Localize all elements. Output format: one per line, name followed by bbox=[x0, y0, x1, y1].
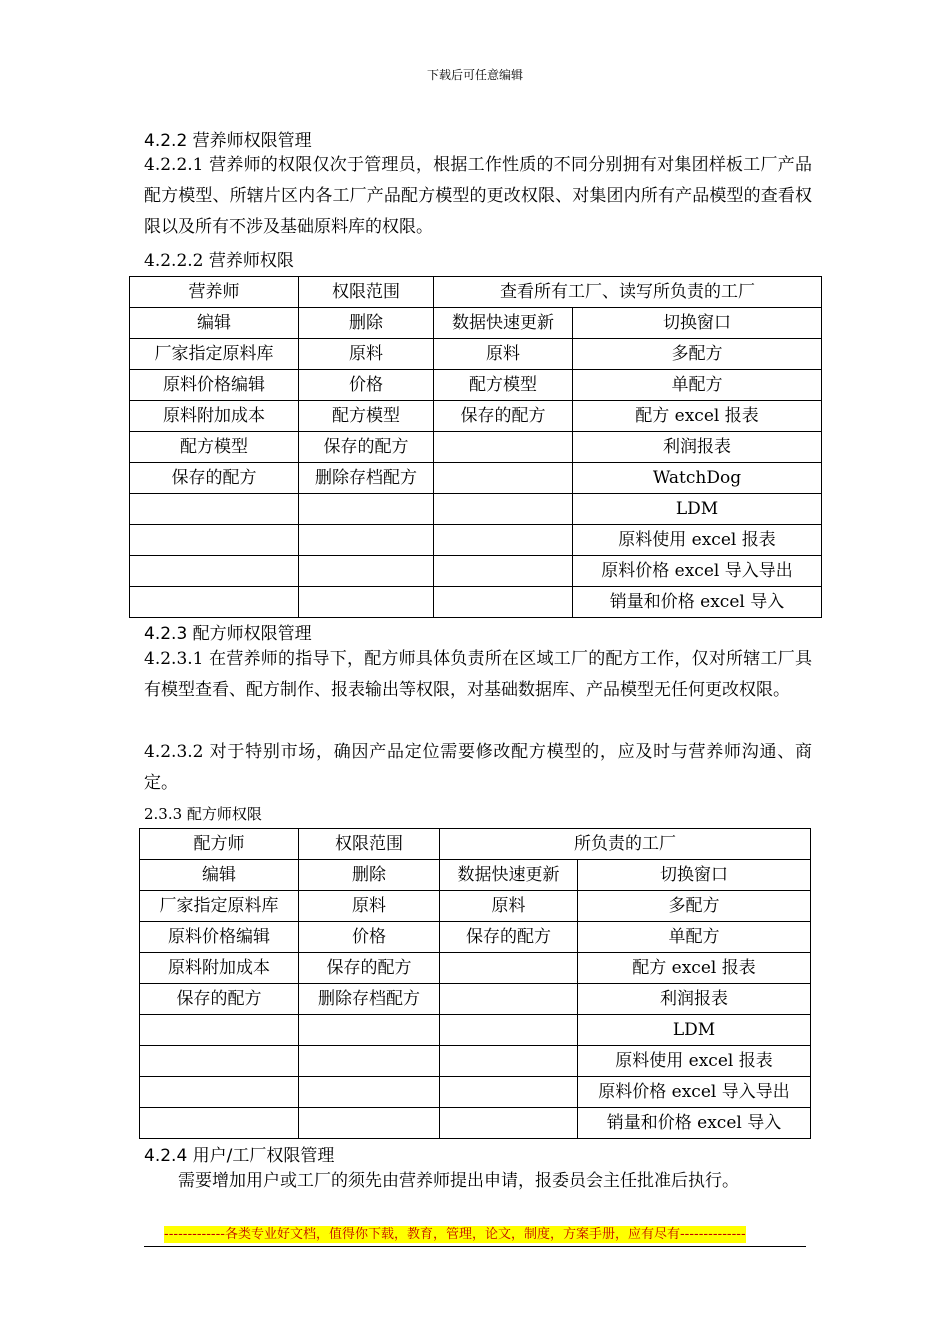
footer-divider bbox=[144, 1246, 806, 1247]
table-cell bbox=[299, 1015, 440, 1046]
table-cell bbox=[434, 587, 573, 618]
formulator-permission-table bbox=[139, 828, 811, 1139]
table-cell bbox=[299, 1108, 440, 1139]
table-cell: 原料价格 excel 导入导出 bbox=[578, 1077, 811, 1108]
table-cell: 利润报表 bbox=[573, 432, 822, 463]
table-cell: 营养师 bbox=[130, 277, 299, 308]
table-cell: 保存的配方 bbox=[130, 463, 299, 494]
table-cell bbox=[434, 432, 573, 463]
table-cell: 切换窗口 bbox=[578, 860, 811, 891]
paragraph-4-2-2-1: 4.2.2.1 营养师的权限仅次于管理员，根据工作性质的不同分别拥有对集团样板工厂产品配方模型、所辖片区内各工厂产品配方模型的更改权限、对集团内所有产品模型的查看权限以及所有不涉及基础原料库的权限。 bbox=[144, 155, 812, 237]
table-caption-nutritionist: 4.2.2.2 营养师权限 bbox=[144, 251, 294, 271]
table-row bbox=[130, 587, 822, 618]
table-row bbox=[130, 370, 822, 401]
table-subheader-row bbox=[140, 860, 811, 891]
table-cell bbox=[440, 1108, 578, 1139]
table-cell: 编辑 bbox=[140, 860, 299, 891]
table-cell: 原料使用 excel 报表 bbox=[578, 1046, 811, 1077]
table-cell bbox=[299, 587, 434, 618]
paragraph-4-2-4: 需要增加用户或工厂的须先由营养师提出申请，报委员会主任批准后执行。 bbox=[178, 1171, 739, 1191]
section-heading-4-2-4: 4.2.4 用户/工厂权限管理 bbox=[144, 1146, 335, 1166]
table-cell: 厂家指定原料库 bbox=[130, 339, 299, 370]
table-cell: LDM bbox=[578, 1015, 811, 1046]
table-cell bbox=[299, 1046, 440, 1077]
table-cell: 权限范围 bbox=[299, 277, 434, 308]
table-cell bbox=[434, 525, 573, 556]
table-cell: 所负责的工厂 bbox=[440, 829, 811, 860]
table-cell: 编辑 bbox=[130, 308, 299, 339]
table-cell: 保存的配方 bbox=[140, 984, 299, 1015]
table-cell bbox=[299, 556, 434, 587]
table-row bbox=[140, 984, 811, 1015]
table-cell: 原料价格编辑 bbox=[130, 370, 299, 401]
table-cell: 删除存档配方 bbox=[299, 984, 440, 1015]
footer-banner: -------------各类专业好文档，值得你下载，教育，管理，论文，制度，方案手册，应有尽有-------------- bbox=[164, 1227, 746, 1242]
table-row bbox=[140, 1046, 811, 1077]
table-cell bbox=[434, 556, 573, 587]
table-cell: 单配方 bbox=[573, 370, 822, 401]
table-cell: 配方模型 bbox=[434, 370, 573, 401]
table-row bbox=[140, 922, 811, 953]
table-cell: 保存的配方 bbox=[434, 401, 573, 432]
table-cell: 利润报表 bbox=[578, 984, 811, 1015]
table-cell: 原料价格 excel 导入导出 bbox=[573, 556, 822, 587]
table-cell: 权限范围 bbox=[299, 829, 440, 860]
table-cell: 原料 bbox=[440, 891, 578, 922]
table-row bbox=[130, 494, 822, 525]
table-cell: 价格 bbox=[299, 922, 440, 953]
table-cell bbox=[130, 494, 299, 525]
table-cell: 原料 bbox=[299, 891, 440, 922]
table-cell bbox=[130, 556, 299, 587]
table-cell bbox=[299, 494, 434, 525]
table-row bbox=[130, 463, 822, 494]
table-cell bbox=[434, 463, 573, 494]
table-cell: 配方 excel 报表 bbox=[573, 401, 822, 432]
table-header-row bbox=[130, 277, 822, 308]
table-cell: 数据快速更新 bbox=[440, 860, 578, 891]
table-cell: 销量和价格 excel 导入 bbox=[573, 587, 822, 618]
table-cell: 数据快速更新 bbox=[434, 308, 573, 339]
table-cell: 多配方 bbox=[573, 339, 822, 370]
table-cell: 配方 excel 报表 bbox=[578, 953, 811, 984]
table-cell bbox=[299, 1077, 440, 1108]
paragraph-4-2-3-1: 4.2.3.1 在营养师的指导下，配方师具体负责所在区域工厂的配方工作，仅对所辖工厂具有模型查看、配方制作、报表输出等权限，对基础数据库、产品模型无任何更改权限。 bbox=[144, 649, 812, 700]
table-row bbox=[140, 891, 811, 922]
table-cell: 原料附加成本 bbox=[130, 401, 299, 432]
table-cell bbox=[299, 525, 434, 556]
table-cell bbox=[440, 1046, 578, 1077]
paragraph-4-2-3-2: 4.2.3.2 对于特别市场，确因产品定位需要修改配方模型的，应及时与营养师沟通、商定。 bbox=[144, 742, 812, 793]
table-cell: 价格 bbox=[299, 370, 434, 401]
table-cell: 切换窗口 bbox=[573, 308, 822, 339]
table-cell: 厂家指定原料库 bbox=[140, 891, 299, 922]
page-header: 下载后可任意编辑 bbox=[426, 68, 523, 82]
table-row bbox=[130, 525, 822, 556]
table-cell bbox=[130, 587, 299, 618]
table-cell: 原料使用 excel 报表 bbox=[573, 525, 822, 556]
table-body bbox=[130, 277, 822, 618]
table-cell: WatchDog bbox=[573, 463, 822, 494]
table-cell bbox=[440, 1015, 578, 1046]
table-cell bbox=[440, 953, 578, 984]
table-cell: 删除 bbox=[299, 308, 434, 339]
table-cell bbox=[434, 494, 573, 525]
table-subheader-row bbox=[130, 308, 822, 339]
table-cell bbox=[140, 1108, 299, 1139]
section-heading-4-2-3: 4.2.3 配方师权限管理 bbox=[144, 624, 312, 644]
table-cell bbox=[440, 1077, 578, 1108]
table-cell: 保存的配方 bbox=[440, 922, 578, 953]
table-cell: 销量和价格 excel 导入 bbox=[578, 1108, 811, 1139]
table-caption-formulator: 2.3.3 配方师权限 bbox=[144, 805, 262, 823]
table-row bbox=[140, 953, 811, 984]
table-cell: 配方师 bbox=[140, 829, 299, 860]
table-cell: 原料附加成本 bbox=[140, 953, 299, 984]
table-cell: 多配方 bbox=[578, 891, 811, 922]
table-cell: 单配方 bbox=[578, 922, 811, 953]
section-heading-4-2-2: 4.2.2 营养师权限管理 bbox=[144, 131, 312, 151]
table-cell: 查看所有工厂、读写所负责的工厂 bbox=[434, 277, 822, 308]
table-cell: LDM bbox=[573, 494, 822, 525]
table-row bbox=[140, 1015, 811, 1046]
table-row bbox=[130, 401, 822, 432]
table-row bbox=[140, 1077, 811, 1108]
nutritionist-permission-table bbox=[129, 276, 822, 618]
table-cell: 配方模型 bbox=[130, 432, 299, 463]
table-cell: 删除 bbox=[299, 860, 440, 891]
table-cell: 原料 bbox=[434, 339, 573, 370]
table-row bbox=[140, 1108, 811, 1139]
table-cell: 原料价格编辑 bbox=[140, 922, 299, 953]
table-body bbox=[140, 829, 811, 1139]
table-row bbox=[130, 432, 822, 463]
table-cell: 保存的配方 bbox=[299, 953, 440, 984]
table-cell bbox=[130, 525, 299, 556]
table-cell: 配方模型 bbox=[299, 401, 434, 432]
table-cell: 保存的配方 bbox=[299, 432, 434, 463]
table-header-row bbox=[140, 829, 811, 860]
table-row bbox=[130, 556, 822, 587]
table-cell bbox=[140, 1046, 299, 1077]
table-cell: 删除存档配方 bbox=[299, 463, 434, 494]
table-cell bbox=[140, 1077, 299, 1108]
table-cell: 原料 bbox=[299, 339, 434, 370]
table-row bbox=[130, 339, 822, 370]
table-cell bbox=[440, 984, 578, 1015]
table-cell bbox=[140, 1015, 299, 1046]
